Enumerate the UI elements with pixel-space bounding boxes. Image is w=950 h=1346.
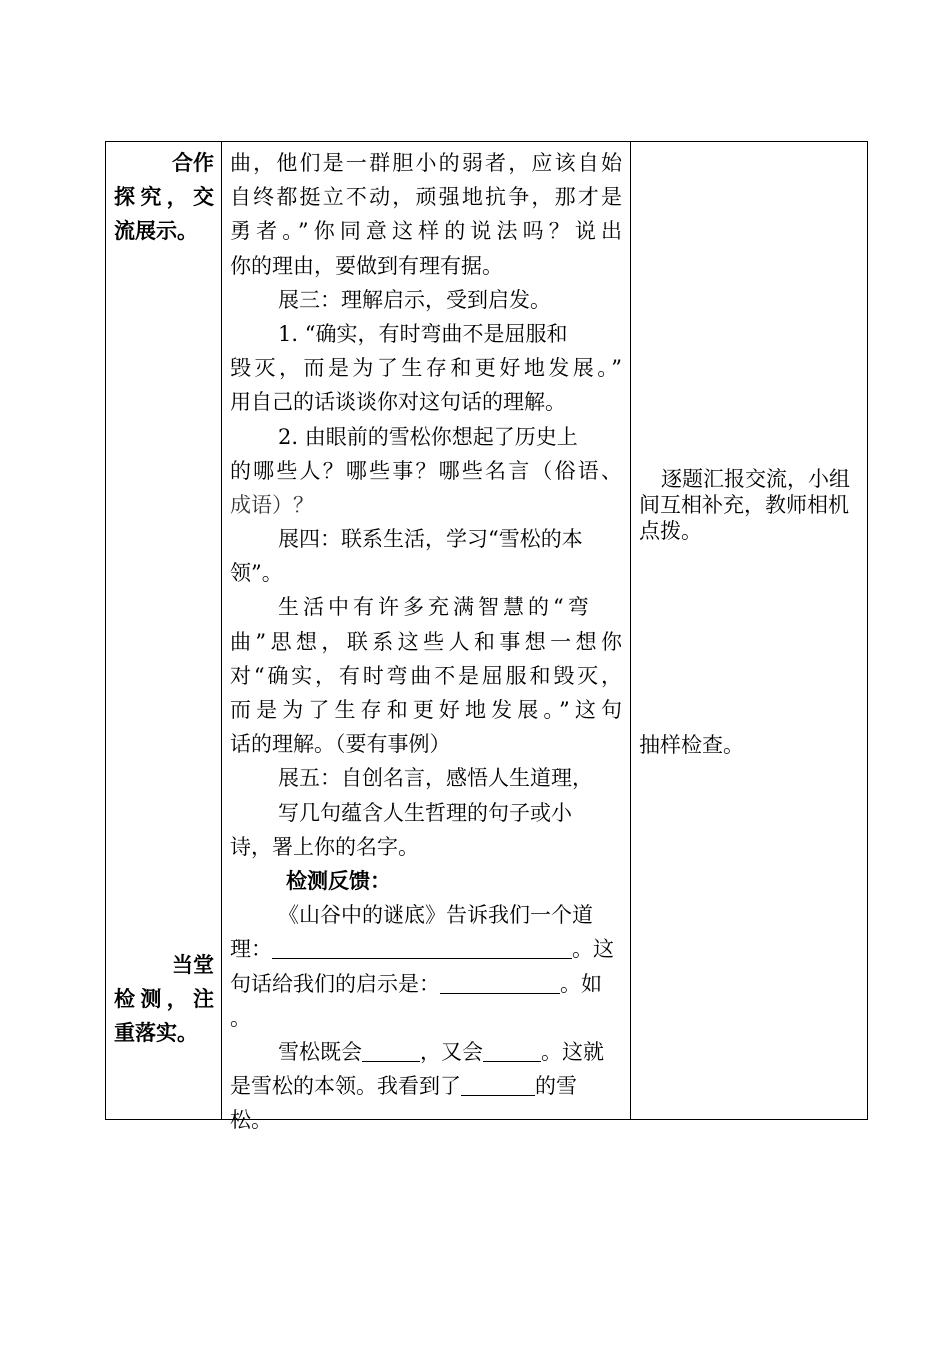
blank-suffix: 。这就 (541, 1039, 604, 1064)
notes-column (631, 142, 868, 1120)
stage-text: 合作 (172, 150, 214, 175)
fill-blank-line (230, 932, 622, 966)
lesson-plan-table (105, 141, 868, 1133)
check-note: 抽样检查。 (639, 733, 744, 757)
content-line: 曲”思想，联系这些人和事想一想你 (230, 629, 622, 654)
blank-suffix: 。如 (560, 971, 602, 996)
answer-blank[interactable] (272, 936, 572, 959)
content-line: 的哪些人？哪些事？哪些名言（俗语、 (230, 458, 622, 483)
content-line: 2. 由眼前的雪松你想起了历史上 (278, 424, 578, 449)
answer-blank[interactable] (483, 1039, 541, 1062)
content-line: 诗，署上你的名字。 (230, 834, 419, 859)
stage-text: 检测，注 (114, 986, 214, 1011)
stage-text: 探究，交 (114, 184, 214, 209)
content-line: 写几句蕴含人生哲理的句子或小 (278, 800, 572, 825)
content-line: 生活中有许多充满智慧的“弯 (278, 595, 593, 620)
content-line: 而是为了生存和更好地发展。”这句 (230, 698, 622, 722)
answer-blank[interactable] (461, 1073, 535, 1096)
report-note: 逐题汇报交流，小组间互相补充，教师相机点拨。 (639, 467, 850, 543)
stage-test-label (114, 948, 214, 1050)
answer-blank[interactable] (362, 1039, 420, 1062)
stage-text: 当堂 (172, 952, 214, 977)
content-line: 领”。 (230, 561, 283, 586)
content-column (222, 142, 631, 1133)
stage-cooperate-label (114, 146, 214, 248)
section-heading: 展四：联系生活，学习“雪松的本 (278, 527, 583, 552)
content-line: 话的理解。（要有事例） (230, 732, 451, 757)
blank-middle: ，又会 (420, 1039, 483, 1064)
table-row (106, 142, 868, 1120)
fill-blank-line (230, 967, 622, 1001)
content-line: 勇者。”你同意这样的说法吗？说出 (230, 219, 622, 244)
section-heading: 展三：理解启示，受到启发。 (278, 287, 551, 312)
content-line: 用自己的话谈谈你对这句话的理解。 (230, 390, 566, 415)
answer-blank[interactable] (440, 971, 560, 994)
blank-prefix: 是雪松的本领。我看到了 (230, 1074, 461, 1099)
lesson-content (230, 146, 622, 1137)
blank-prefix: 句话给我们的启示是： (230, 971, 440, 996)
fill-blank-line (230, 1069, 622, 1103)
content-line: 自终都挺立不动，顽强地抗争，那才是 (230, 185, 622, 210)
feedback-heading: 检测反馈： (286, 867, 391, 893)
content-line: 曲，他们是一群胆小的弱者，应该自始 (230, 151, 622, 175)
fill-blank-line (230, 1035, 622, 1069)
content-line: 松。 (230, 1108, 272, 1133)
content-line: 对“确实，有时弯曲不是屈服和毁灭， (230, 663, 622, 688)
blank-prefix: 理： (230, 937, 272, 962)
content-line: 毁灭，而是为了生存和更好地发展。” (230, 356, 622, 381)
content-line: 1. “确实，有时弯曲不是屈服和 (278, 321, 568, 346)
content-line: 你的理由，要做到有理有据。 (230, 253, 503, 278)
content-line: 成语）？ (230, 492, 314, 517)
stage-text: 流展示。 (114, 218, 198, 243)
blank-suffix: 的雪 (535, 1074, 577, 1099)
section-heading: 展五：自创名言，感悟人生道理， (278, 766, 593, 791)
content-line: 《山谷中的谜底》告诉我们一个道 (278, 903, 593, 928)
blank-suffix: 。这 (572, 937, 614, 962)
blank-prefix: 雪松既会 (278, 1039, 362, 1064)
content-line: 。 (230, 1005, 251, 1030)
stage-text: 重落实。 (114, 1020, 198, 1045)
stage-column (106, 142, 222, 1120)
